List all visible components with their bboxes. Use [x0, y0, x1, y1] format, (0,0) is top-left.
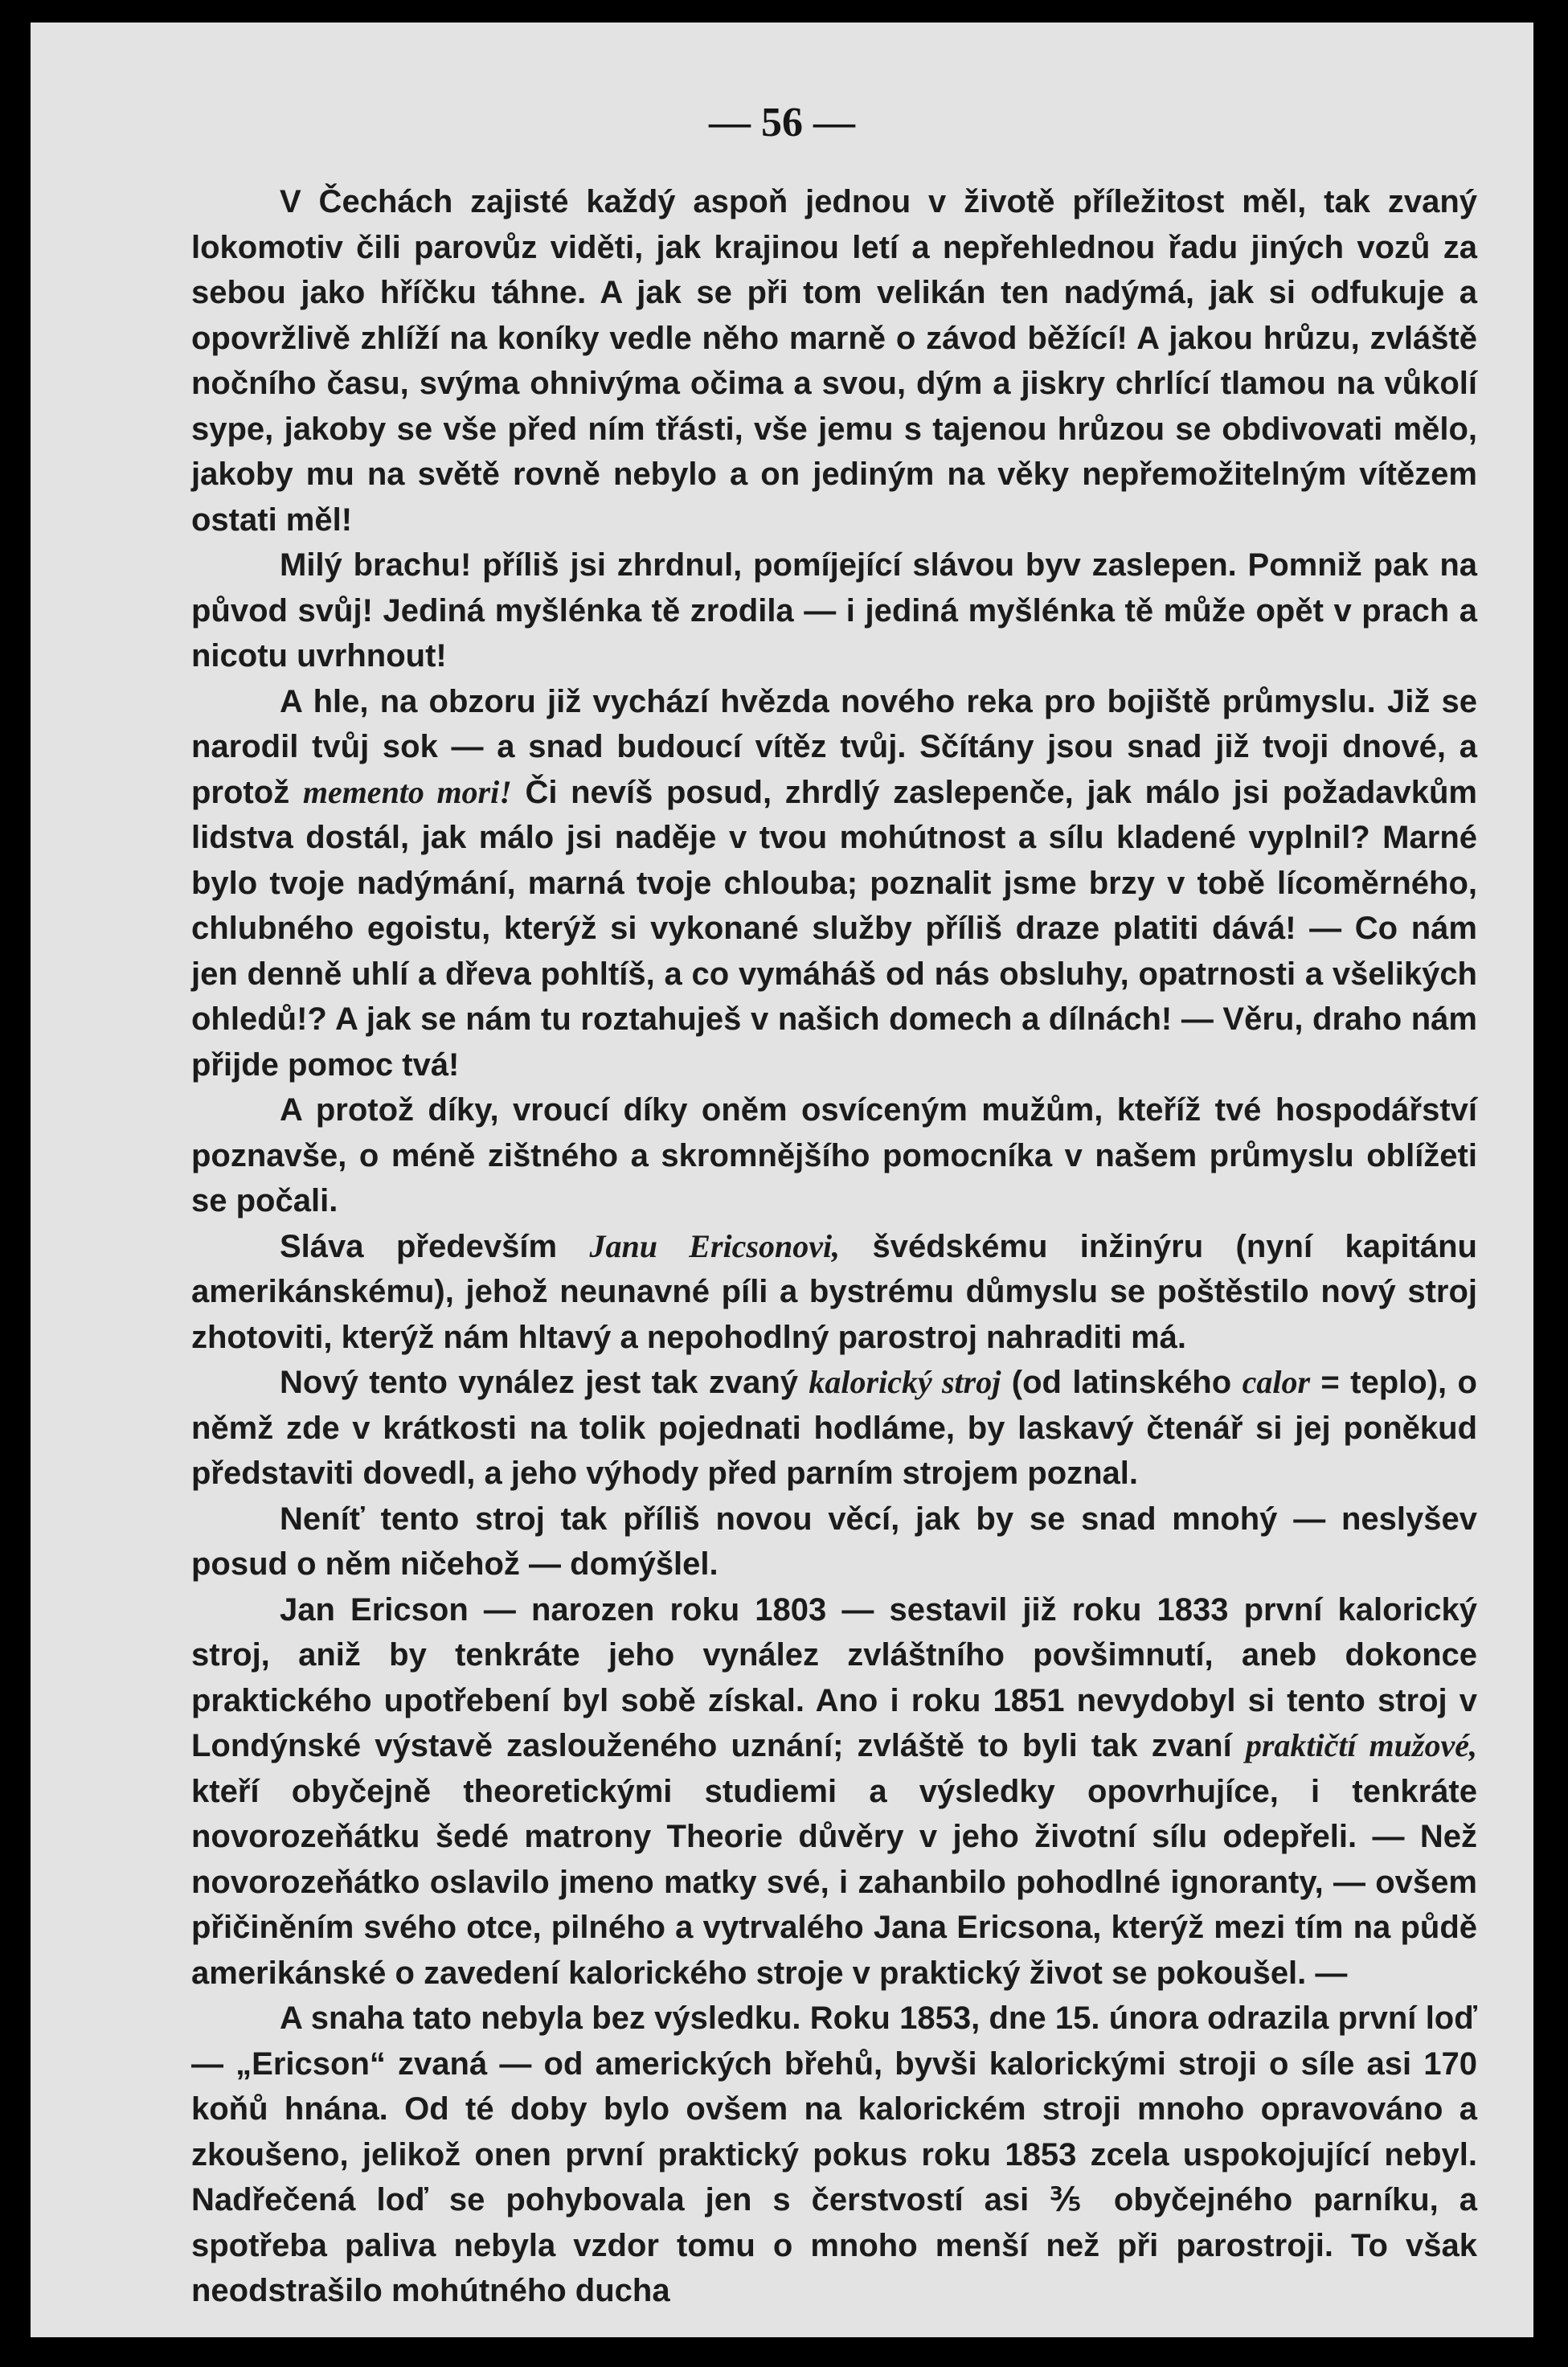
body-text: [191, 179, 1477, 2314]
paragraph-2: [191, 543, 1477, 679]
text-segment: Milý brachu! příliš jsi zhrdnul, pomíjející slávou byv zaslepen. Pomniž pak na původ svůj! Jediná myšlénka tě zrodila — i jediná myšlénka tě může opět v prach a nicotu uvrhnout!: [191, 547, 1477, 674]
text-segment: = teplo), o němž zde v krátkosti na tolik pojednati hodláme, by laskavý čtenář si jej poněkud představiti dovedl, a jeho výhody před parním strojem poznal.: [191, 1365, 1477, 1491]
text-segment: Sláva především: [280, 1228, 590, 1264]
italic-text: praktičtí mužové,: [1245, 1727, 1477, 1763]
italic-text: memento mori!: [302, 773, 512, 810]
text-segment: kteří obyčejně theoretickými studiemi a výsledky opovrhujíce, i tenkráte novorozeňátku šedé matrony Theorie důvěry v jeho životní sílu odepřeli. — Než novorozeňátko oslavilo jmeno matky své, i zahanbilo pohodlné ignoranty, — ovšem přičiněním svého otce, pilného a vytrvalého Jana Ericsona, kterýž mezi tím na půdě amerikánské o zavedení kalorického stroje v praktický život se pokoušel. —: [191, 1773, 1477, 1991]
text-segment: A protož díky, vroucí díky oněm osvíceným mužům, kteříž tvé hospodářství poznavše, o méně zištného a skromnějšího pomocníka v našem průmyslu oblížeti se počali.: [191, 1092, 1477, 1218]
book-page: [31, 23, 1533, 2337]
text-segment: Nový tento vynález jest tak zvaný: [280, 1365, 809, 1400]
paragraph-5: [191, 1224, 1477, 1361]
paragraph-3: [191, 679, 1477, 1088]
text-segment: Či nevíš posud, zhrdlý zaslepenče, jak málo jsi požadavkům lidstva dostál, jak málo jsi naděje v tvou mohútnost a sílu kladené vyplnil? Marné bylo tvoje nadýmání, marná tvoje chlouba; poznalit jsme brzy v tobě lícoměrného, chlubného egoistu, kterýž si vykonané služby příliš draze platiti dává! — Co nám jen denně uhlí a dřeva pohltíš, a co vymáháš od nás obsluhy, opatrnosti a všelikých ohledů!? A jak se nám tu roztahuješ v našich domech a dílnách! — Věru, draho nám přijde pomoc tvá!: [191, 774, 1478, 1083]
paragraph-4: [191, 1087, 1477, 1224]
italic-text: calor: [1242, 1364, 1311, 1400]
text-segment: Jan Ericson — narozen roku 1803 — sestavil již roku 1833 první kalorický stroj, aniž by tenkráte jeho vynález zvláštního povšimnutí, aneb dokonce praktického upotřebení byl sobě získal. Ano i roku 1851 nevydobyl si tento stroj v Londýnské výstavě zaslouženého uznání; zvláště to byli tak zvaní: [191, 1591, 1477, 1763]
italic-text: kalorický stroj: [809, 1364, 1001, 1400]
text-segment: švédskému inžinýru (nyní kapitánu amerikánskému), jehož neunavné píli a bystrému důmyslu se poštěstilo nový stroj zhotoviti, kterýž nám hltavý a nepohodlný parostroj nahraditi má.: [191, 1228, 1477, 1355]
paragraph-9: [191, 1996, 1477, 2314]
paragraph-8: [191, 1587, 1477, 1996]
text-segment: A hle, na obzoru již vychází hvězda nového reka pro bojiště průmyslu. Již se narodil tvůj sok — a snad budoucí vítěz tvůj. Sčítány jsou snad již tvoji dnové, a protož: [191, 683, 1477, 810]
paragraph-6: [191, 1360, 1477, 1497]
text-segment: Neníť tento stroj tak příliš novou věcí, jak by se snad mnohý — neslyšev posud o něm ničehož — domýšlel.: [191, 1501, 1477, 1582]
paragraph-1: [191, 179, 1477, 543]
text-segment: A snaha tato nebyla bez výsledku. Roku 1853, dne 15. února odrazila první loď — „Ericson“ zvaná — od amerických břehů, byvši kalorickými stroji o síle asi 170 koňů hnána. Od té doby bylo ovšem na kalorickém stroji mnoho opravováno a zkoušeno, jelikož onen první praktický pokus roku 1853 zcela uspokojující nebyl. Nadřečená loď se pohybovala jen s čerstvostí asi ⅗ obyčejného parníku, a spotřeba paliva nebyla vzdor tomu o mnoho menší než při parostroji. To však neodstrašilo mohútného ducha: [191, 2000, 1477, 2308]
paragraph-7: [191, 1497, 1477, 1587]
text-segment: V Čechách zajisté každý aspoň jednou v životě příležitost měl, tak zvaný lokomotiv čili parovůz viděti, jak krajinou letí a nepřehlednou řadu jiných vozů za sebou jako hříčku táhne. A jak se při tom velikán ten nadýmá, jak si odfukuje a opovržlivě zhlíží na koníky vedle něho marně o závod běžící! A jakou hrůzu, zvláště nočního času, svýma ohnivýma očima a svou, dým a jiskry chrlící tlamou na vůkolí sype, jakoby se vše před ním třásti, vše jemu s tajenou hrůzou se obdivovati mělo, jakoby mu na světě rovně nebylo a on jediným na věky nepřemožitelným vítězem ostati měl!: [191, 184, 1477, 538]
italic-text: Janu Ericsonovi,: [589, 1227, 841, 1264]
page-number: — 56 —: [709, 100, 855, 145]
text-segment: (od latinského: [1001, 1365, 1243, 1400]
